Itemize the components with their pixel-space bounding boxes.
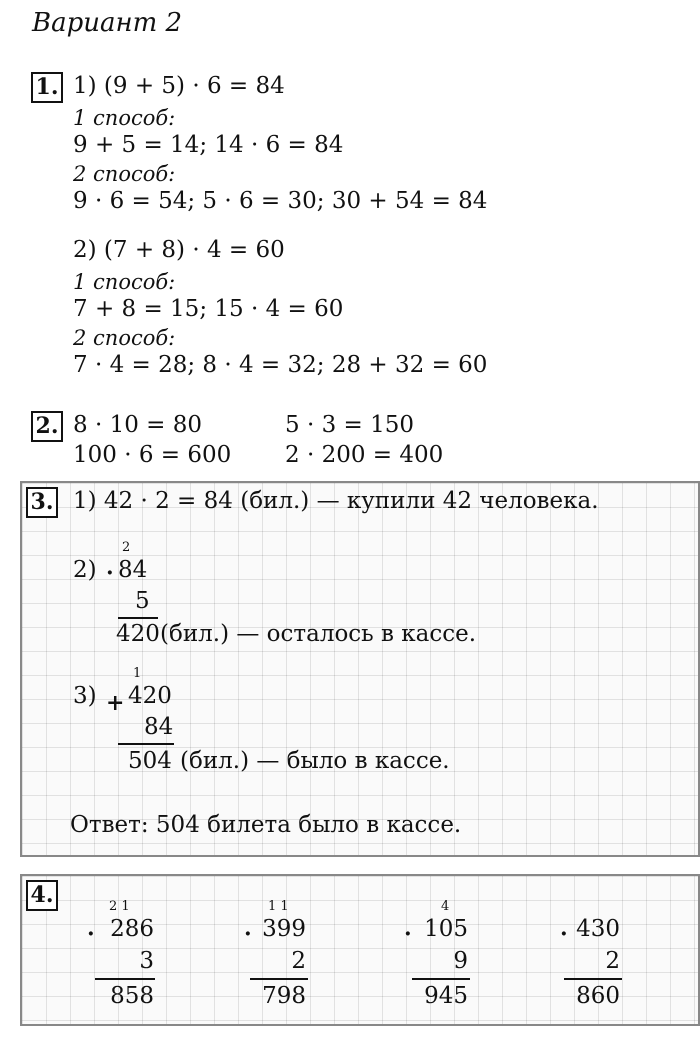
task3-step2-top: 84	[118, 557, 148, 583]
task2-cell: 8 · 10 = 80	[73, 412, 202, 438]
task1-line: 2) (7 + 8) · 4 = 60	[73, 237, 285, 263]
task4-col4-rule	[564, 978, 622, 980]
task1-line: 7 + 8 = 15; 15 · 4 = 60	[73, 296, 344, 322]
task4-col1-bottom: 3	[139, 948, 154, 974]
plus-sign-icon: +	[106, 690, 125, 716]
task4-number: 4.	[26, 880, 58, 911]
task4-col2-bottom: 2	[291, 948, 306, 974]
task1-method-label: 2 способ:	[73, 326, 176, 350]
task1-line: 1) (9 + 5) · 6 = 84	[73, 73, 285, 99]
task3-step3-carry: 1	[133, 666, 142, 681]
task4-col1-result: 858	[110, 983, 154, 1009]
task3-answer: Ответ: 504 билета было в кассе.	[70, 812, 462, 838]
task4-col1-carry: 2 1	[109, 899, 130, 914]
task4-col1-rule	[95, 978, 155, 980]
multiply-sign-icon: ·	[106, 560, 114, 586]
task3-step2-carry: 2	[122, 540, 131, 555]
task3-step3-result: 504	[128, 748, 172, 774]
task4-col2-rule	[250, 978, 308, 980]
task2-cell: 5 · 3 = 150	[285, 412, 414, 438]
task3-step2-bottom: 5	[135, 588, 150, 614]
task4-col4-result: 860	[576, 983, 620, 1009]
task4-col2-result: 798	[262, 983, 306, 1009]
multiply-sign-icon: ·	[404, 921, 412, 947]
task3-step2-label: 2)	[73, 557, 97, 583]
task3-step2-result: 420	[116, 621, 160, 647]
task4-col4-bottom: 2	[605, 948, 620, 974]
task1-method-label: 1 способ:	[73, 106, 176, 130]
task1-line: 7 · 4 = 28; 8 · 4 = 32; 28 + 32 = 60	[73, 352, 488, 378]
task3-step2-rule	[118, 617, 158, 619]
task4-col3-bottom: 9	[453, 948, 468, 974]
task3-step3-note: (бил.) — было в кассе.	[180, 748, 450, 774]
multiply-sign-icon: ·	[244, 921, 252, 947]
task4-col3-rule	[412, 978, 470, 980]
task3-step3-rule	[118, 743, 174, 745]
task4-col2-top: 399	[262, 916, 306, 942]
task3-step3-label: 3)	[73, 683, 97, 709]
task2-number: 2.	[31, 411, 63, 442]
task4-col3-top: 105	[424, 916, 468, 942]
task3-step3-bottom: 84	[144, 714, 174, 740]
task2-cell: 2 · 200 = 400	[285, 442, 444, 468]
task1-line: 9 · 6 = 54; 5 · 6 = 30; 30 + 54 = 84	[73, 188, 488, 214]
page-title: Вариант 2	[32, 8, 183, 38]
task1-method-label: 2 способ:	[73, 162, 176, 186]
multiply-sign-icon: ·	[560, 921, 568, 947]
task3-grid	[20, 481, 700, 857]
task3-step2-note: (бил.) — осталось в кассе.	[160, 621, 477, 647]
task4-col2-carry: 1 1	[268, 899, 289, 914]
task1-number: 1.	[31, 72, 63, 103]
task2-cell: 100 · 6 = 600	[73, 442, 232, 468]
multiply-sign-icon: ·	[87, 921, 95, 947]
task3-step1: 1) 42 · 2 = 84 (бил.) — купили 42 человека.	[73, 488, 599, 514]
task1-method-label: 1 способ:	[73, 270, 176, 294]
task3-number: 3.	[26, 487, 58, 518]
task4-col3-carry: 4	[441, 899, 450, 914]
task4-col1-top: 286	[110, 916, 154, 942]
task4-col3-result: 945	[424, 983, 468, 1009]
task4-col4-top: 430	[576, 916, 620, 942]
task1-line: 9 + 5 = 14; 14 · 6 = 84	[73, 132, 344, 158]
task3-step3-top: 420	[128, 683, 172, 709]
